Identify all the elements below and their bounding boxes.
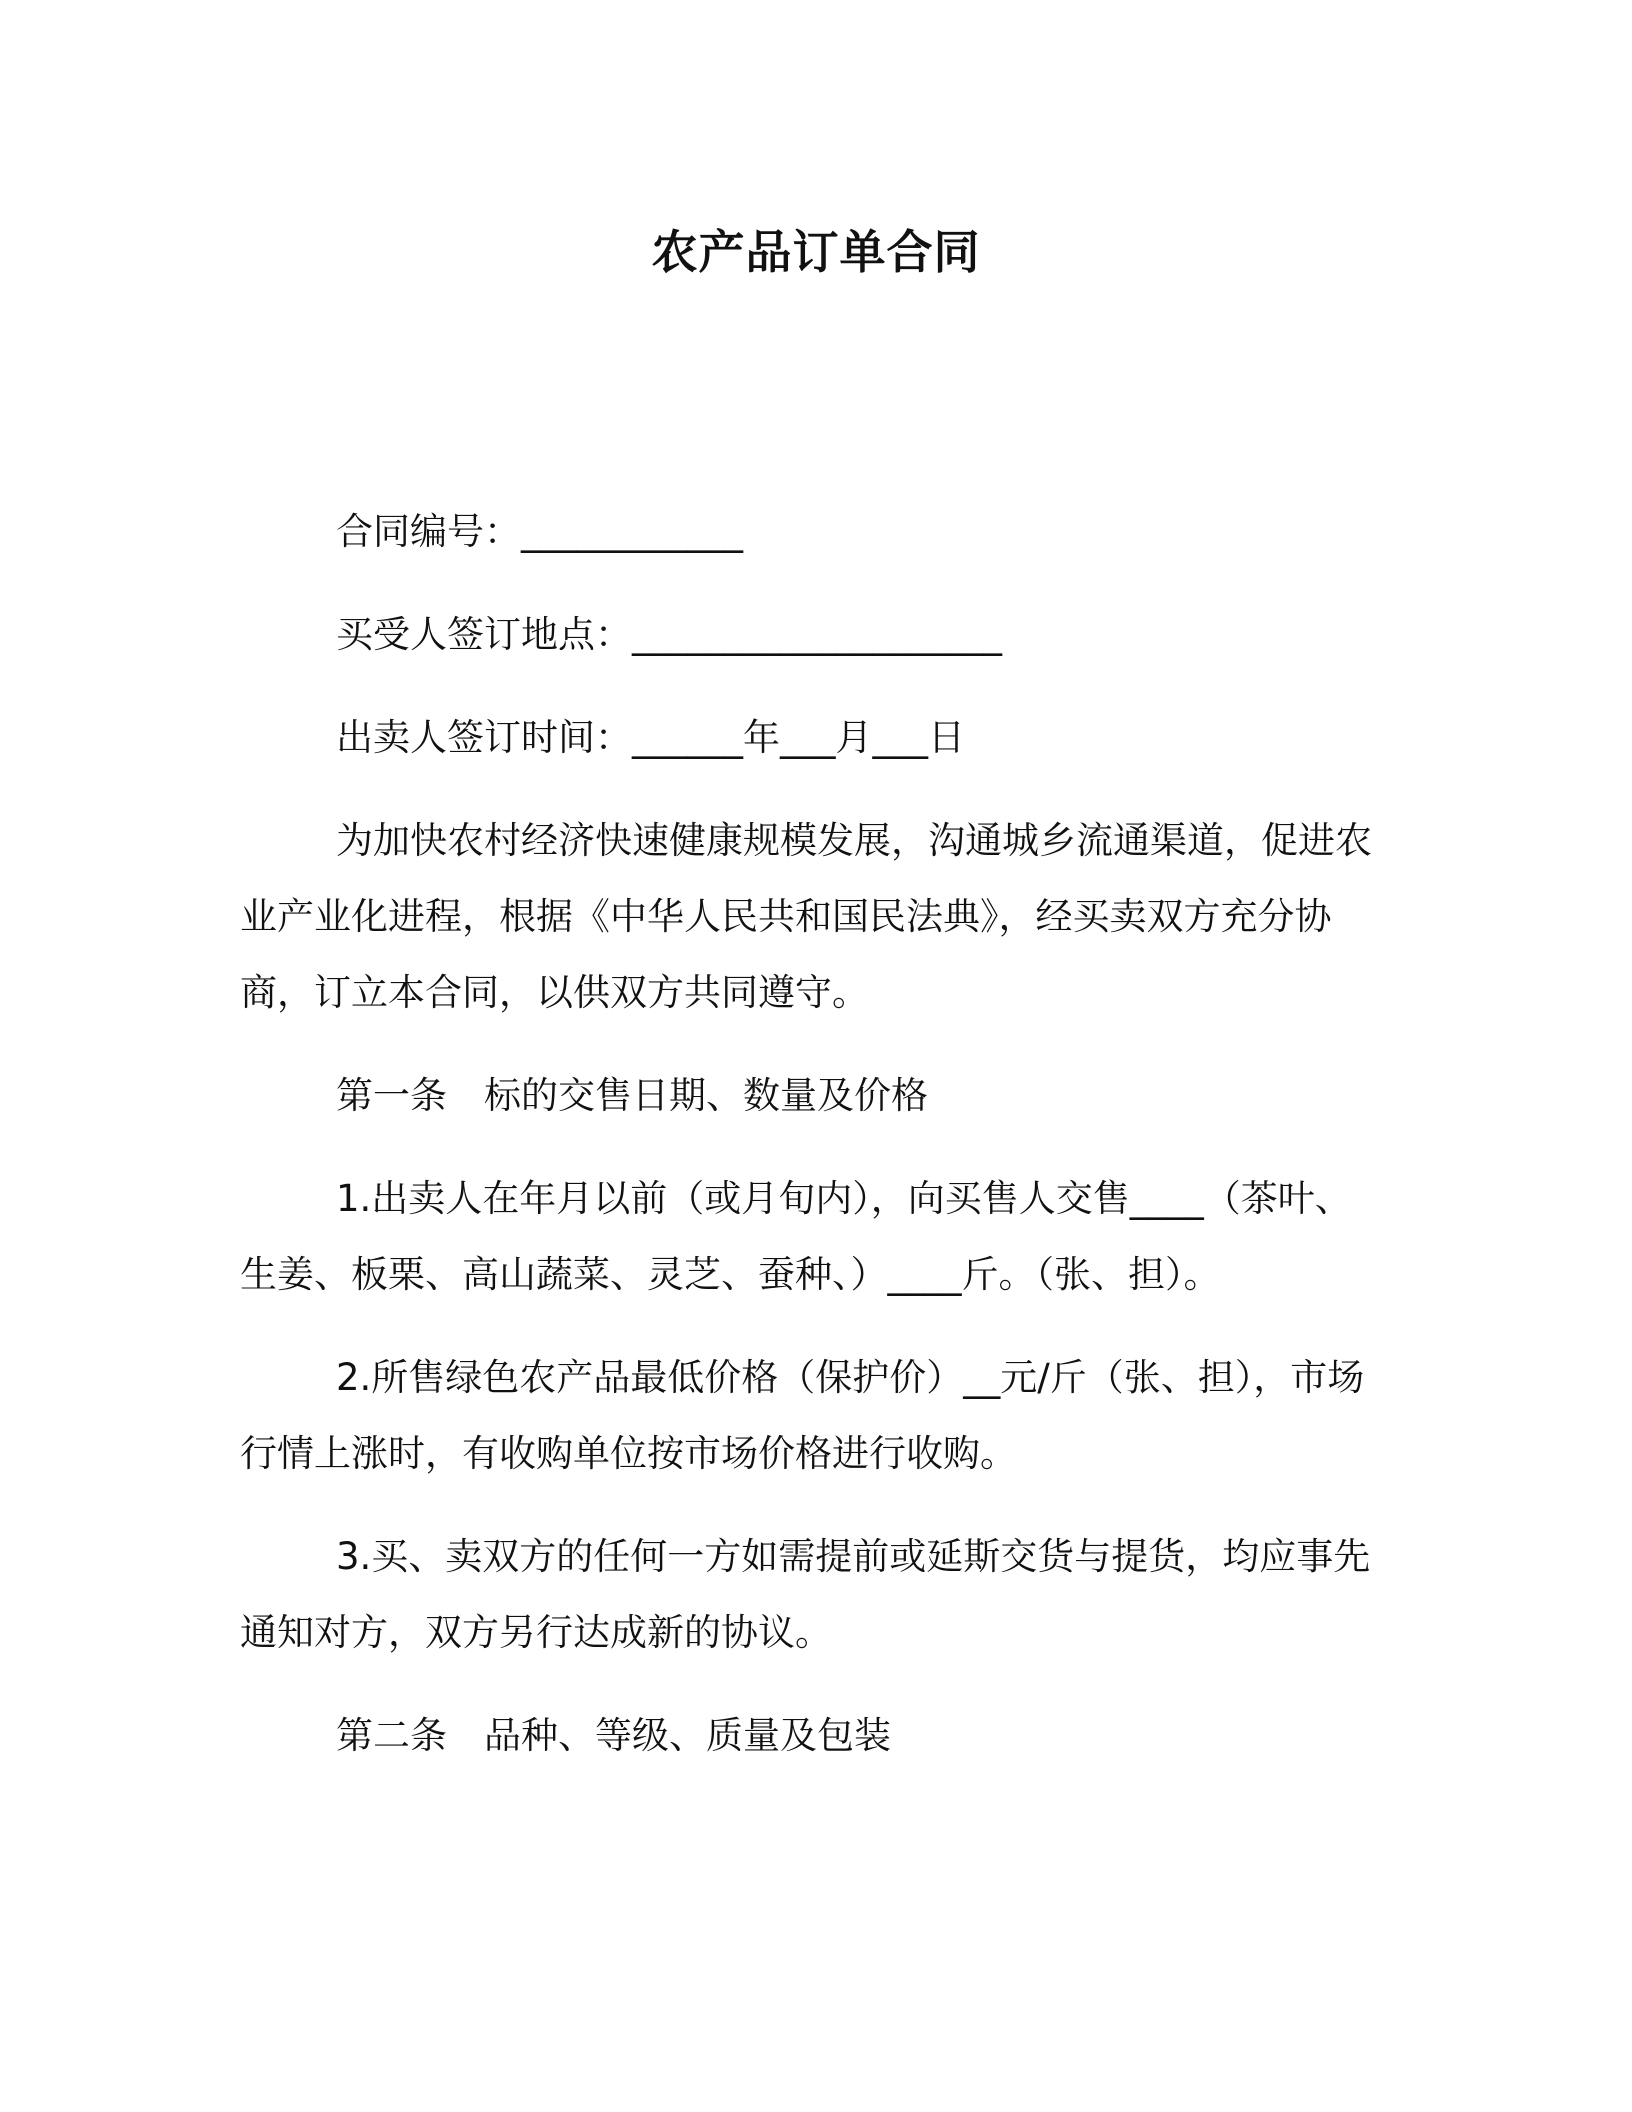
preamble-line: 业产业化进程，根据《中华人民共和国民法典》，经买卖双方充分协: [240, 895, 1332, 938]
item-line: 生姜、板栗、高山蔬菜、灵芝、蚕种、）____斤。（张、担）。: [240, 1253, 1221, 1296]
item-line: 2.所售绿色农产品最低价格（保护价）__元/斤（张、担），市场: [336, 1356, 1365, 1399]
document-title: 农产品订单合同: [651, 225, 981, 279]
article-2-heading: 第二条 品种、等级、质量及包装: [336, 1714, 891, 1757]
article-1-item-1: [240, 1161, 1392, 1313]
preamble-paragraph: [240, 803, 1392, 1031]
document-body: [240, 494, 1392, 1801]
item-line: 通知对方，双方另行达成新的协议。: [240, 1611, 832, 1654]
preamble-line: 为加快农村经济快速健康规模发展，沟通城乡流通渠道，促进农: [336, 819, 1372, 862]
item-line: 1.出卖人在年月以前（或月旬内），向买售人交售____（茶叶、: [336, 1177, 1352, 1220]
buyer-signing-place-field: 买受人签订地点：____________________: [336, 613, 1002, 656]
item-line: 行情上涨时，有收购单位按市场价格进行收购。: [240, 1432, 1017, 1475]
article-1-heading: 第一条 标的交售日期、数量及价格: [336, 1074, 928, 1117]
article-1-item-2: [240, 1340, 1392, 1492]
contract-number-field: 合同编号：____________: [336, 510, 743, 553]
item-line: 3.买、卖双方的任何一方如需提前或延斯交货与提货，均应事先: [336, 1535, 1371, 1578]
seller-signing-time-field: 出卖人签订时间：______年___月___日: [336, 716, 965, 759]
article-1-item-3: [240, 1519, 1392, 1671]
preamble-line: 商，订立本合同，以供双方共同遵守。: [240, 971, 869, 1014]
